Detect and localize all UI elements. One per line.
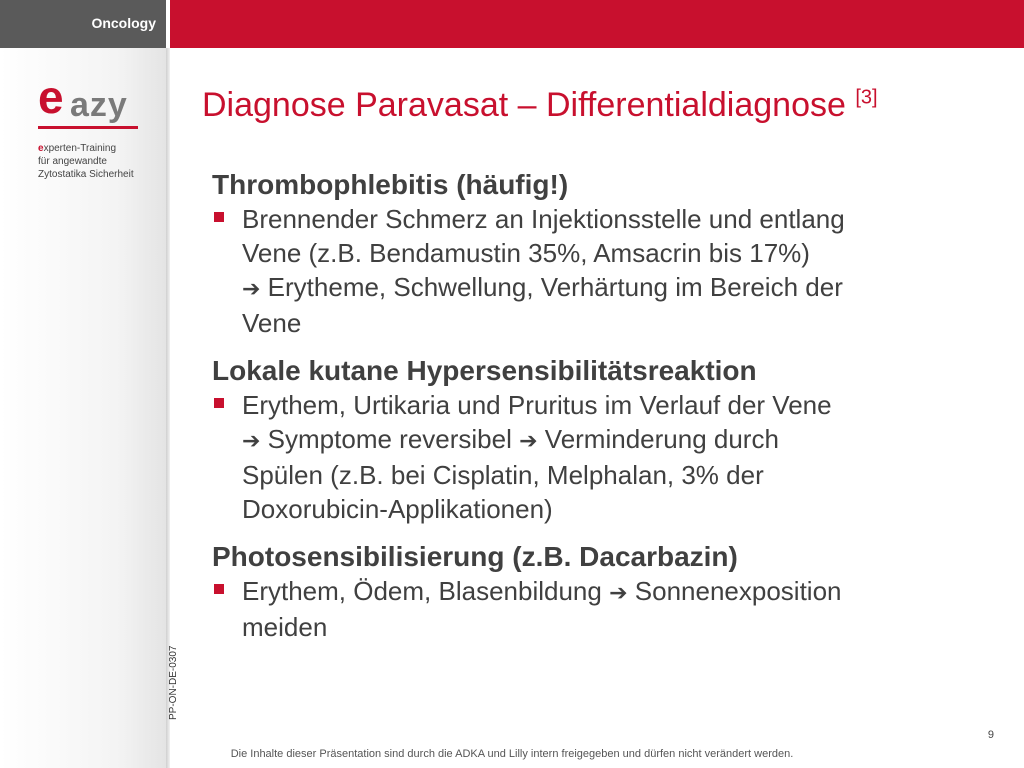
section-heading: Thrombophlebitis (häufig!) <box>212 169 569 200</box>
tagline-line-1: experten-Training <box>38 143 117 154</box>
slide-title-text: Diagnose Paravasat – Differentialdiagnose <box>202 86 846 124</box>
right-arrow-icon: ➔ <box>242 276 261 301</box>
eazy-logo <box>38 71 148 132</box>
section-label: Oncology <box>91 15 156 31</box>
logo-e-letter: e <box>38 71 64 123</box>
section-heading: Photosensibilisierung (z.B. Dacarbazin) <box>212 541 738 572</box>
section-thrombophlebitis <box>212 168 992 340</box>
section-hypersensitivity <box>212 354 992 526</box>
slide-content <box>212 168 992 658</box>
slide-title <box>202 86 878 125</box>
right-arrow-icon: ➔ <box>242 428 261 453</box>
footer-disclaimer: Die Inhalte dieser Präsentation sind durch die ADKA und Lilly intern freigegeben und dürfen nicht verändert werden. <box>230 748 794 760</box>
square-bullet-icon <box>214 212 224 222</box>
logo-underline <box>38 126 138 129</box>
bullet-item: Brennender Schmerz an Injektionsstelle und entlang Vene (z.B. Bendamustin 35%, Amsacrin bis 17%) ➔ Erytheme, Schwellung, Verhärtung im Bereich der Vene <box>212 202 992 340</box>
section-photosensitization <box>212 540 992 644</box>
right-arrow-icon: ➔ <box>519 428 538 453</box>
square-bullet-icon <box>214 398 224 408</box>
right-arrow-icon: ➔ <box>609 580 628 605</box>
square-bullet-icon <box>214 584 224 594</box>
page-number: 9 <box>987 729 994 741</box>
logo-wordmark: azy <box>70 86 128 124</box>
bullet-item: Erythem, Urtikaria und Pruritus im Verlauf der Vene ➔ Symptome reversibel ➔ Verminderung durch Spülen (z.B. bei Cisplatin, Melphalan, 3% der Doxorubicin-Applikationen) <box>212 388 992 526</box>
title-reference: [3] <box>855 86 878 109</box>
tagline-line-3: Zytostatika Sicherheit <box>38 169 134 180</box>
bullet-item: Erythem, Ödem, Blasenbildung ➔ Sonnenexposition meiden <box>212 574 992 644</box>
logo-tagline <box>38 142 134 181</box>
header-accent-bar <box>170 0 1024 48</box>
header-section-tab <box>0 0 166 48</box>
document-code: PP-ON-DE-0307 <box>168 645 179 720</box>
tagline-line-2: für angewandte <box>38 156 107 167</box>
section-heading: Lokale kutane Hypersensibilitätsreaktion <box>212 355 757 386</box>
